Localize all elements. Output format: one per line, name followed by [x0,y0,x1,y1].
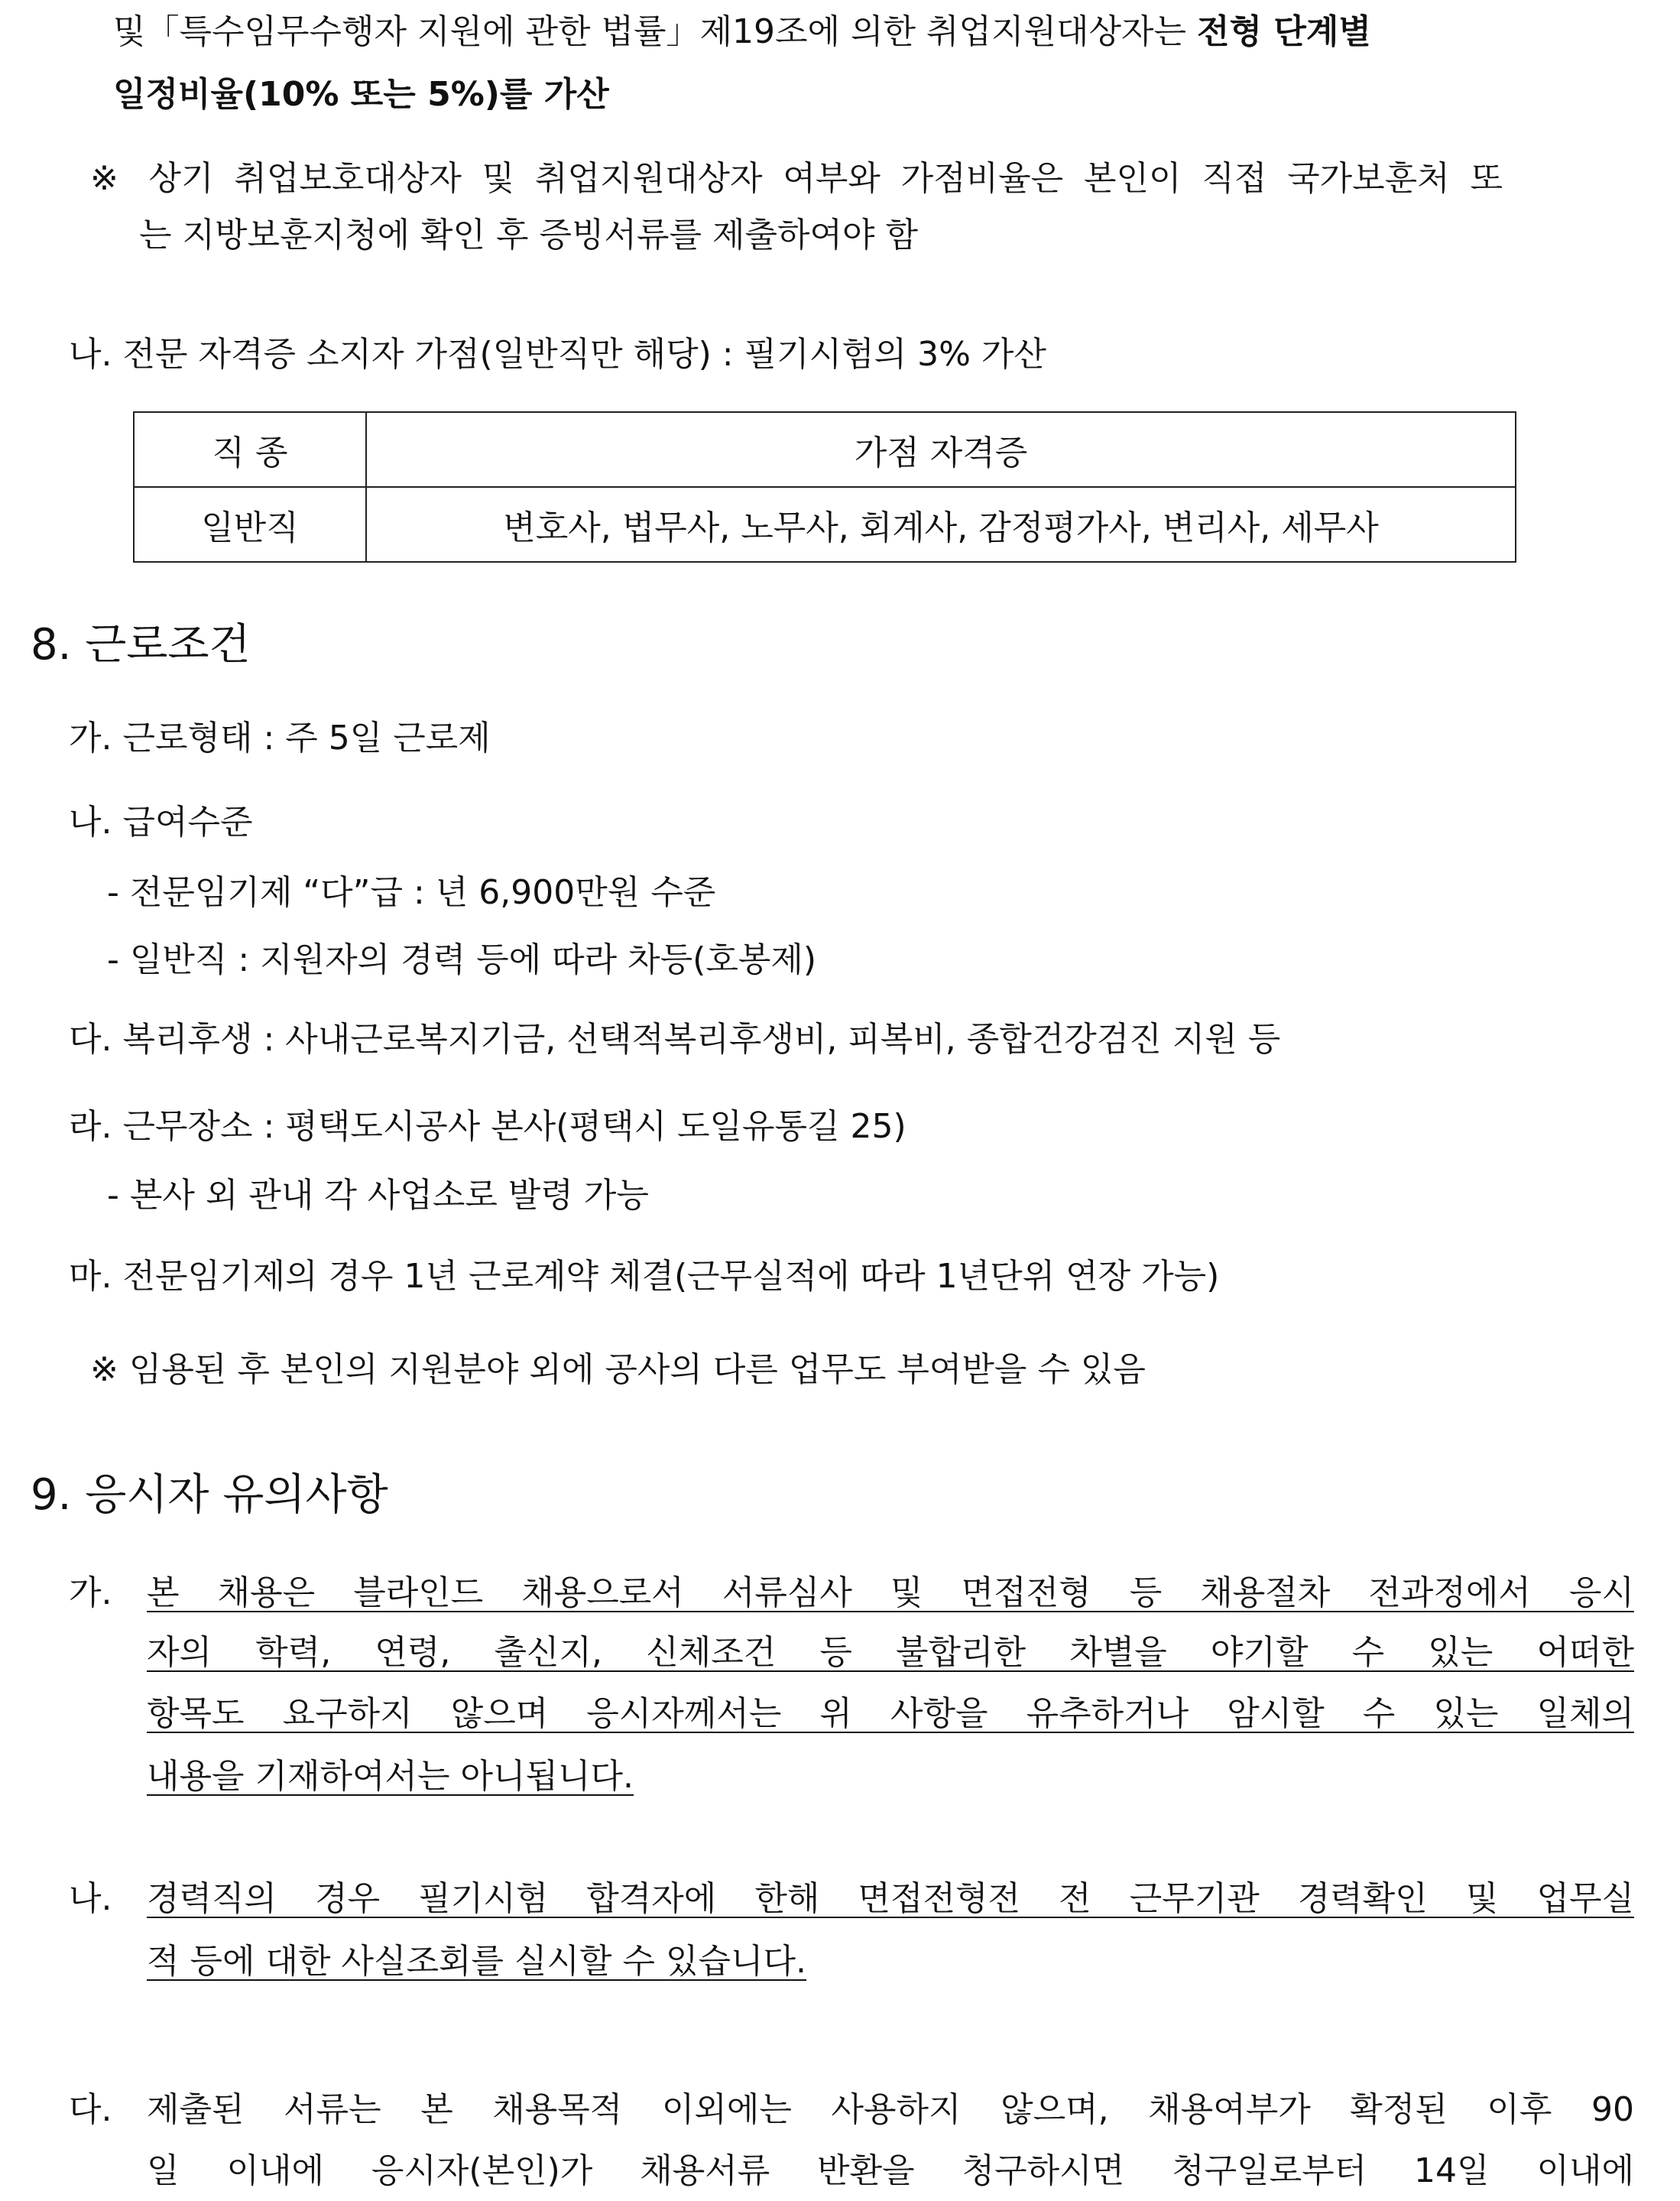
cert-bonus-table [133,411,1516,563]
bonus-line-1 [113,9,1371,55]
section-9-title: 9. 응시자 유의사항 [31,1470,388,1520]
fixed-term-contract: 마. 전문임기제의 경우 1년 근로계약 체결(근무실적에 따라 1년단위 연장 가능) [69,1257,1220,1296]
bonus-line-1-text: 및「특수임무수행자 지원에 관한 법률」제19조에 의한 취업지원대상자는 [113,12,1187,51]
item-da-line-2: 일 이내에 응시자(본인)가 채용서류 반환을 청구하시면 청구일로부터 14일 이내에 [147,2151,1634,2190]
bonus-line-1-bold: 전형 단계별 [1197,12,1371,51]
item-na-line-1: 경력직의 경우 필기시험 합격자에 한해 면접전형전 전 근무기관 경력확인 및 업무실 [147,1879,1634,1918]
table-header-row [134,412,1516,487]
bonus-line-2: 일정비율(10% 또는 5%)를 가산 [113,75,609,114]
salary-heading: 나. 급여수준 [69,803,253,842]
item-da-line-1: 제출된 서류는 본 채용목적 이외에는 사용하지 않으며, 채용여부가 확정된 이후 90 [147,2090,1634,2129]
table-cell-certificates: 변호사, 법무사, 노무사, 회계사, 감정평가사, 변리사, 세무사 [366,487,1516,562]
item-na-marker: 나. [69,1879,112,1918]
table-cell-job-type: 일반직 [134,487,366,562]
bonus-note-line-2: 는 지방보훈지청에 확인 후 증빙서류를 제출하여야 함 [139,216,919,255]
salary-general: - 일반직 : 지원자의 경력 등에 따라 차등(호봉제) [107,940,817,979]
table-row [134,487,1516,562]
item-da-marker: 다. [69,2090,112,2129]
item-ga-line-1: 본 채용은 블라인드 채용으로서 서류심사 및 면접전형 등 채용절차 전과정에서 응시 [147,1573,1634,1612]
table-header-job-type: 직 종 [134,412,366,487]
item-ga-line-4: 내용을 기재하여서는 아니됩니다. [147,1757,634,1796]
work-location-note: - 본사 외 관내 각 사업소로 발령 가능 [107,1176,649,1215]
item-ga-marker: 가. [69,1573,112,1612]
item-ga-line-3: 항목도 요구하지 않으며 응시자께서는 위 사항을 유추하거나 암시할 수 있는 일체의 [147,1694,1634,1733]
welfare: 다. 복리후생 : 사내근로복지기금, 선택적복리후생비, 피복비, 종합건강검진 지원 등 [69,1020,1281,1059]
item-ga-line-2: 자의 학력, 연령, 출신지, 신체조건 등 불합리한 차별을 야기할 수 있는 어떠한 [147,1633,1634,1672]
section-8-title: 8. 근로조건 [31,620,251,670]
salary-fixed-term: - 전문임기제 “다”급 : 년 6,900만원 수준 [107,873,716,912]
work-location: 라. 근무장소 : 평택도시공사 본사(평택시 도일유통길 25) [69,1107,906,1146]
cert-bonus-heading: 나. 전문 자격증 소지자 가점(일반직만 해당) : 필기시험의 3% 가산 [69,335,1046,374]
bonus-note-line-1: ※ 상기 취업보호대상자 및 취업지원대상자 여부와 가점비율은 본인이 직접 국가보훈처 또 [90,159,1503,198]
table-header-certificates: 가점 자격증 [366,412,1516,487]
working-type: 가. 근로형태 : 주 5일 근로제 [69,719,491,758]
item-na-line-2: 적 등에 대한 사실조회를 실시할 수 있습니다. [147,1942,806,1981]
section-8-note: ※ 임용된 후 본인의 지원분야 외에 공사의 다른 업무도 부여받을 수 있음 [90,1350,1146,1389]
